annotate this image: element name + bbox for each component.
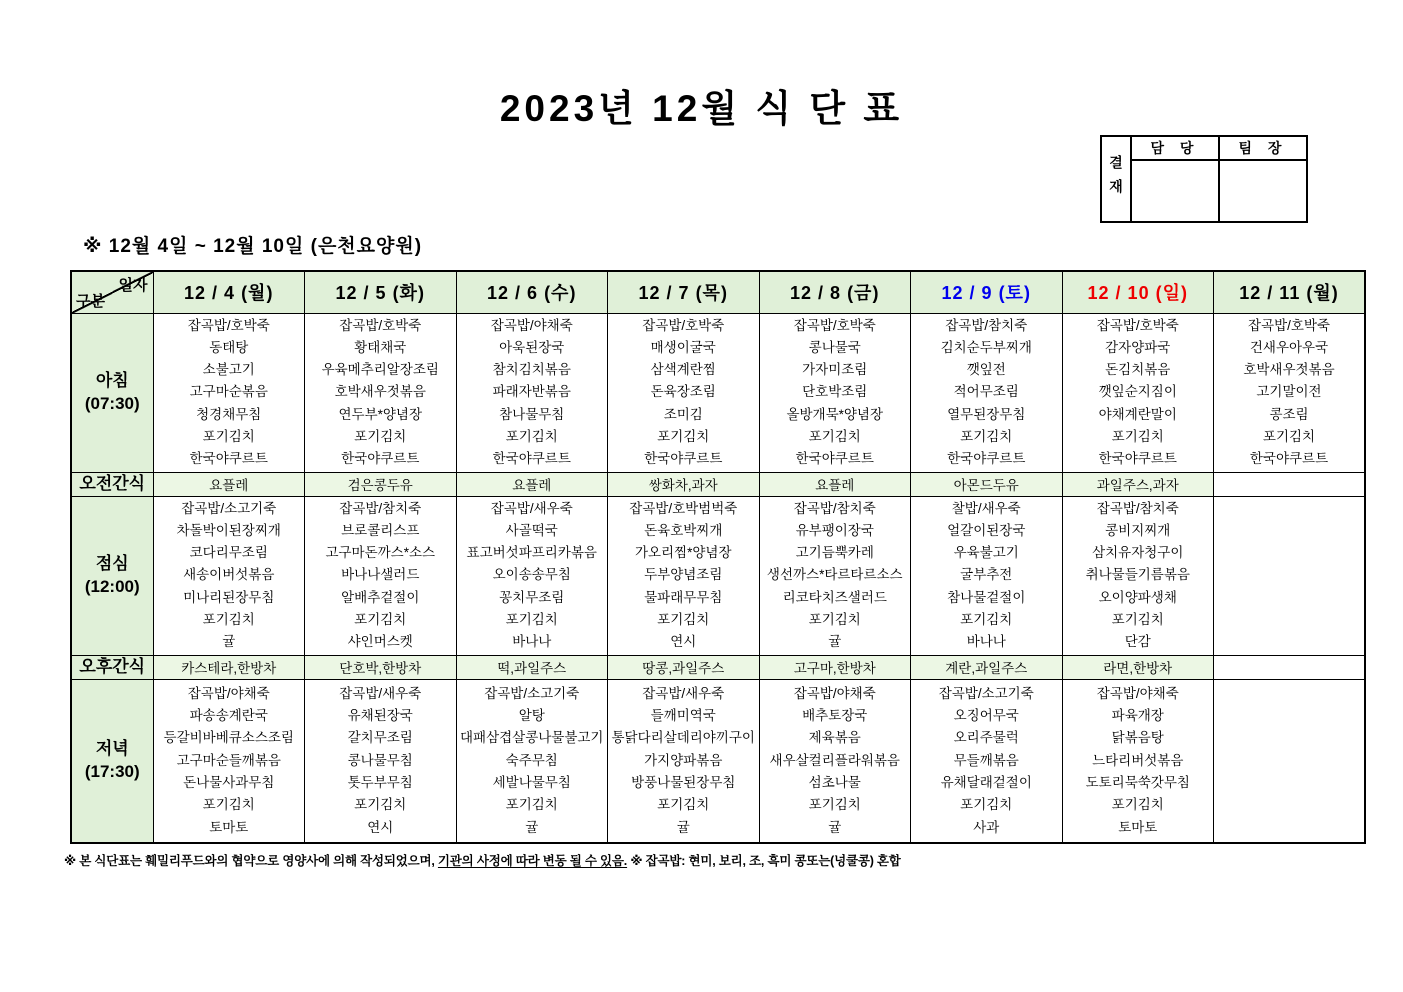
menu-item: 제육볶음 [808, 730, 861, 746]
menu-item: 포기김치 [202, 612, 255, 628]
dinner-cell-col4 [608, 679, 760, 843]
menu-item: 콩조림 [1269, 406, 1309, 422]
menu-item: 올방개묵*양념장 [786, 406, 884, 422]
menu-item: 잡곡밥/참치죽 [339, 500, 422, 516]
row-label-breakfast: 아침 (07:30) [71, 313, 153, 472]
menu-item: 청경채무침 [196, 406, 262, 422]
menu-item: 야채계란말이 [1098, 406, 1177, 422]
menu-item: 잡곡밥/호박죽 [793, 317, 876, 333]
menu-item: 오리주물럭 [953, 730, 1019, 746]
menu-item: 조미김 [663, 406, 703, 422]
menu-item: 통닭다리살데리야끼구이 [611, 730, 755, 746]
row-pm-snack [71, 655, 1365, 679]
column-header-7: 12 / 10 (일) [1062, 271, 1214, 313]
dinner-cell-col1 [153, 679, 305, 843]
approval-sign-cell-timjang [1219, 160, 1307, 222]
menu-item: 매생이굴국 [650, 339, 716, 355]
menu-item: 아욱된장국 [499, 339, 565, 355]
dinner-cell-col2 [305, 679, 457, 843]
column-header-1: 12 / 4 (월) [153, 271, 305, 313]
menu-item: 잡곡밥/야채죽 [1096, 685, 1179, 701]
menu-item: 바나나 [512, 634, 552, 650]
lunch-cell-col4 [608, 496, 760, 655]
pm-snack-cell-col8 [1214, 655, 1366, 679]
menu-item: 미나리된장무침 [183, 589, 275, 605]
menu-item: 귤 [525, 819, 539, 835]
menu-item: 잡곡밥/호박죽 [1248, 317, 1330, 333]
menu-item: 코다리무조림 [189, 545, 268, 561]
page-title: 2023년 12월 식 단 표 [499, 88, 904, 129]
menu-item: 샤인머스켓 [347, 634, 413, 650]
am-snack-cell-col2: 검은콩두유 [305, 472, 457, 496]
menu-item: 가자미조림 [802, 362, 868, 378]
menu-item: 소불고기 [202, 362, 255, 378]
menu-item: 포기김치 [808, 428, 861, 444]
menu-item: 찰밥/새우죽 [951, 500, 1021, 516]
menu-item: 열무된장무침 [947, 406, 1026, 422]
menu-item: 귤 [828, 819, 842, 835]
menu-item: 잡곡밥/호박죽 [187, 317, 270, 333]
menu-item: 잡곡밥/소고기죽 [484, 685, 580, 701]
menu-item: 새송이버섯볶음 [183, 567, 275, 583]
meal-plan-table [70, 270, 1366, 844]
menu-item: 얼갈이된장국 [947, 522, 1026, 538]
menu-item: 차돌박이된장찌개 [176, 522, 281, 538]
menu-item: 귤 [222, 634, 236, 650]
menu-item: 고구마돈까스*소스 [325, 545, 436, 561]
menu-item: 포기김치 [354, 612, 407, 628]
menu-item: 고기말이전 [1256, 384, 1322, 400]
menu-item: 섬초나물 [808, 775, 861, 791]
breakfast-cell-col7 [1062, 313, 1214, 472]
menu-item: 콩비지찌개 [1105, 522, 1171, 538]
menu-item: 포기김치 [505, 612, 558, 628]
menu-item: 도토리묵쑥갓무침 [1085, 775, 1190, 791]
pm-snack-cell-col5: 고구마,한방차 [759, 655, 911, 679]
menu-item: 잡곡밥/소고기죽 [938, 685, 1034, 701]
menu-item: 사골떡국 [505, 522, 558, 538]
row-lunch [71, 496, 1365, 655]
am-snack-cell-col6: 아몬드두유 [911, 472, 1063, 496]
menu-item: 등갈비바베큐소스조림 [163, 730, 294, 746]
menu-item: 적어무조림 [953, 384, 1019, 400]
menu-item: 오이송송무침 [492, 567, 571, 583]
menu-item: 포기김치 [960, 797, 1013, 813]
menu-item: 잡곡밥/새우죽 [339, 685, 422, 701]
menu-item: 꽁치무조림 [499, 589, 565, 605]
menu-item: 잡곡밥/야채죽 [793, 685, 876, 701]
menu-item: 포기김치 [202, 797, 255, 813]
menu-item: 숙주무침 [505, 752, 558, 768]
menu-item: 잡곡밥/참치죽 [1096, 500, 1179, 516]
lunch-cell-col1 [153, 496, 305, 655]
footnote-prefix: ※ 본 식단표는 훼밀리푸드와의 협약으로 영양사에 의해 작성되었으며, [64, 854, 438, 868]
menu-item: 황태채국 [354, 339, 407, 355]
menu-item: 유채된장국 [347, 708, 413, 724]
am-snack-cell-col5: 요플레 [759, 472, 911, 496]
menu-item: 유부팽이장국 [795, 522, 874, 538]
menu-item: 돈나물사과무침 [183, 775, 275, 791]
date-header-row [71, 271, 1365, 313]
am-snack-cell-col1: 요플레 [153, 472, 305, 496]
lunch-cell-col2 [305, 496, 457, 655]
corner-label-category: 구분 [76, 292, 105, 310]
dinner-cell-col3 [456, 679, 608, 843]
menu-item: 호박새우젓볶음 [1243, 362, 1335, 378]
menu-item: 포기김치 [505, 428, 558, 444]
menu-item: 한국야쿠르트 [1249, 451, 1329, 467]
menu-item: 느타리버섯볶음 [1092, 752, 1184, 768]
menu-item: 우육불고기 [953, 545, 1019, 561]
footnote-underlined: 기관의 사정에 따라 변동 될 수 있음. [437, 854, 628, 868]
menu-item: 포기김치 [657, 428, 710, 444]
menu-item: 잡곡밥/야채죽 [187, 685, 270, 701]
menu-item: 포기김치 [657, 797, 710, 813]
column-header-3: 12 / 6 (수) [456, 271, 608, 313]
menu-item: 생선까스*타르타르소스 [766, 567, 903, 583]
menu-item: 한국야쿠르트 [947, 451, 1026, 467]
menu-item: 한국야쿠르트 [1098, 451, 1177, 467]
row-label-pm-snack: 오후간식 [71, 655, 153, 679]
menu-item: 포기김치 [960, 428, 1013, 444]
menu-item: 가오리찜*양념장 [634, 545, 732, 561]
menu-item: 굴부추전 [960, 567, 1013, 583]
menu-item: 콩나물무침 [347, 752, 413, 768]
menu-item: 참나물무침 [499, 406, 565, 422]
menu-item: 바나나샐러드 [341, 567, 420, 583]
menu-item: 취나물들기름볶음 [1085, 567, 1190, 583]
menu-item: 연시 [367, 819, 394, 835]
menu-item: 우육메추리알장조림 [321, 362, 439, 378]
menu-item: 포기김치 [354, 428, 407, 444]
menu-item: 물파래무무침 [644, 589, 723, 605]
lunch-cell-col3 [456, 496, 608, 655]
menu-item: 연두부*양념장 [338, 406, 422, 422]
breakfast-cell-col5 [759, 313, 911, 472]
menu-item: 알배추겉절이 [341, 589, 420, 605]
am-snack-cell-col3: 요플레 [456, 472, 608, 496]
menu-item: 유채달래겉절이 [940, 775, 1032, 791]
menu-item: 브로콜리스프 [341, 522, 420, 538]
breakfast-cell-col2 [305, 313, 457, 472]
breakfast-cell-col1 [153, 313, 305, 472]
lunch-cell-col8 [1214, 496, 1366, 655]
menu-item: 갈치무조림 [347, 730, 413, 746]
menu-item: 포기김치 [1262, 428, 1316, 444]
column-header-6: 12 / 9 (토) [911, 271, 1063, 313]
menu-item: 세발나물무침 [492, 775, 571, 791]
menu-item: 표고버섯파프리카볶음 [466, 545, 597, 561]
row-label-lunch: 점심 (12:00) [71, 496, 153, 655]
menu-item: 바나나 [966, 634, 1006, 650]
approval-header-timjang: 팀 장 [1219, 136, 1307, 160]
approval-stamp-label: 결재 [1101, 136, 1131, 222]
menu-item: 고기듬뿍카레 [795, 545, 874, 561]
menu-item: 토마토 [209, 819, 249, 835]
menu-item: 포기김치 [1111, 797, 1164, 813]
menu-item: 포기김치 [808, 797, 861, 813]
menu-item: 귤 [676, 819, 690, 835]
menu-item: 새우살컬리플라워볶음 [769, 752, 900, 768]
menu-item: 한국야쿠르트 [189, 451, 268, 467]
menu-item: 한국야쿠르트 [795, 451, 874, 467]
footnote-suffix: ※ 잡곡밥: 현미, 보리, 조, 흑미 콩또는(넝쿨콩) 혼합 [627, 854, 901, 868]
am-snack-cell-col4: 쌍화차,과자 [608, 472, 760, 496]
column-header-4: 12 / 7 (목) [608, 271, 760, 313]
menu-item: 파육개장 [1111, 708, 1164, 724]
menu-item: 깻잎순지짐이 [1098, 384, 1177, 400]
menu-item: 포기김치 [960, 612, 1013, 628]
week-range-subtitle: ※ 12월 4일 ~ 12월 10일 (은천요양원) [83, 236, 423, 257]
menu-item: 포기김치 [657, 612, 710, 628]
menu-item: 가지양파볶음 [644, 752, 723, 768]
menu-item: 잡곡밥/호박죽 [642, 317, 725, 333]
menu-item: 한국야쿠르트 [341, 451, 420, 467]
menu-item: 잡곡밥/참치죽 [793, 500, 876, 516]
menu-item: 토마토 [1118, 819, 1158, 835]
approval-box [1100, 135, 1308, 223]
menu-item: 잡곡밥/새우죽 [642, 685, 725, 701]
menu-item: 고구마순들깨볶음 [176, 752, 281, 768]
menu-item: 고구마순볶음 [189, 384, 268, 400]
row-breakfast [71, 313, 1365, 472]
pm-snack-cell-col7: 라면,한방차 [1062, 655, 1214, 679]
breakfast-cell-col3 [456, 313, 608, 472]
menu-item: 포기김치 [1111, 612, 1164, 628]
menu-item: 단호박조림 [802, 384, 868, 400]
menu-item: 무들깨볶음 [953, 752, 1019, 768]
dinner-cell-col7 [1062, 679, 1214, 843]
corner-label-date: 일자 [118, 277, 148, 294]
menu-item: 파래자반볶음 [492, 384, 571, 400]
dinner-cell-col5 [759, 679, 911, 843]
column-header-5: 12 / 8 (금) [759, 271, 911, 313]
menu-item: 삼치유자청구이 [1092, 545, 1184, 561]
menu-item: 닭볶음탕 [1111, 730, 1164, 746]
menu-item: 삼색계란찜 [650, 362, 716, 378]
menu-item: 깻잎전 [966, 362, 1006, 378]
pm-snack-cell-col4: 땅콩,과일주스 [608, 655, 760, 679]
menu-item: 참나물겉절이 [947, 589, 1026, 605]
lunch-cell-col6 [911, 496, 1063, 655]
dinner-cell-col8 [1214, 679, 1366, 843]
menu-item: 포기김치 [505, 797, 558, 813]
approval-sign-cell-damdang [1131, 160, 1219, 222]
menu-item: 잡곡밥/야채죽 [490, 317, 573, 333]
corner-cell [71, 271, 153, 313]
breakfast-cell-col8 [1214, 313, 1366, 472]
menu-item: 단감 [1124, 634, 1151, 650]
menu-item: 건새우아우국 [1249, 339, 1329, 355]
breakfast-cell-col4 [608, 313, 760, 472]
lunch-cell-col7 [1062, 496, 1214, 655]
menu-item: 포기김치 [808, 612, 861, 628]
menu-item: 호박새우젓볶음 [334, 384, 426, 400]
menu-item: 돈육장조림 [650, 384, 716, 400]
menu-item: 잡곡밥/새우죽 [490, 500, 573, 516]
breakfast-cell-col6 [911, 313, 1063, 472]
menu-item: 잡곡밥/호박범벅죽 [629, 500, 738, 516]
menu-item: 잡곡밥/호박죽 [1096, 317, 1179, 333]
pm-snack-cell-col3: 떡,과일주스 [456, 655, 608, 679]
menu-item: 김치순두부찌개 [940, 339, 1032, 355]
row-label-am-snack: 오전간식 [71, 472, 153, 496]
menu-item: 알탕 [518, 708, 545, 724]
approval-header-damdang: 담 당 [1131, 136, 1219, 160]
menu-item: 잡곡밥/참치죽 [945, 317, 1028, 333]
menu-item: 잡곡밥/소고기죽 [181, 500, 277, 516]
menu-item: 방풍나물된장무침 [631, 775, 736, 791]
menu-item: 돈김치볶음 [1105, 362, 1171, 378]
menu-item: 사과 [973, 819, 1000, 835]
menu-item: 포기김치 [1111, 428, 1164, 444]
menu-item: 대패삼겹살콩나물불고기 [460, 730, 604, 746]
menu-item: 한국야쿠르트 [644, 451, 723, 467]
menu-item: 들깨미역국 [650, 708, 716, 724]
menu-item: 귤 [828, 634, 842, 650]
menu-item: 감자양파국 [1105, 339, 1171, 355]
pm-snack-cell-col2: 단호박,한방차 [305, 655, 457, 679]
menu-item: 오이양파생채 [1098, 589, 1177, 605]
menu-item: 콩나물국 [808, 339, 861, 355]
menu-item: 두부양념조림 [644, 567, 723, 583]
menu-item: 리코타치즈샐러드 [782, 589, 887, 605]
menu-item: 참치김치볶음 [492, 362, 571, 378]
menu-item: 동태탕 [209, 339, 249, 355]
menu-item: 톳두부무침 [347, 775, 413, 791]
row-am-snack [71, 472, 1365, 496]
row-dinner [71, 679, 1365, 843]
lunch-cell-col5 [759, 496, 911, 655]
am-snack-cell-col8 [1214, 472, 1366, 496]
menu-item: 오징어무국 [953, 708, 1019, 724]
menu-item: 연시 [670, 634, 697, 650]
menu-item: 잡곡밥/호박죽 [339, 317, 422, 333]
pm-snack-cell-col1: 카스테라,한방차 [153, 655, 305, 679]
row-label-dinner: 저녁 (17:30) [71, 679, 153, 843]
menu-item: 포기김치 [354, 797, 407, 813]
footnote [64, 851, 901, 869]
dinner-cell-col6 [911, 679, 1063, 843]
am-snack-cell-col7: 과일주스,과자 [1062, 472, 1214, 496]
menu-item: 돈육호박찌개 [644, 522, 723, 538]
column-header-2: 12 / 5 (화) [305, 271, 457, 313]
menu-item: 배추토장국 [802, 708, 868, 724]
column-header-8: 12 / 11 (월) [1214, 271, 1366, 313]
menu-item: 파송송계란국 [189, 708, 268, 724]
pm-snack-cell-col6: 계란,과일주스 [911, 655, 1063, 679]
menu-item: 한국야쿠르트 [492, 451, 571, 467]
menu-item: 포기김치 [202, 428, 255, 444]
